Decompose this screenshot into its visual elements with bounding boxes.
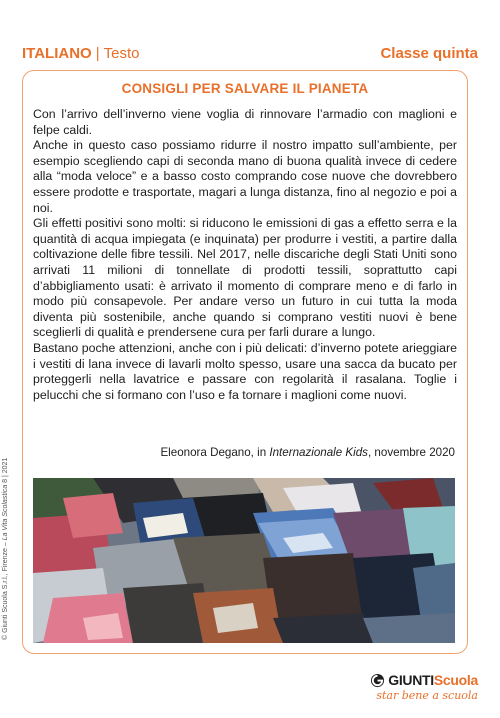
clothes-illustration — [33, 478, 455, 643]
publisher-logo — [338, 672, 478, 702]
article-credit — [160, 446, 455, 459]
brand-name-part2: Scuola — [433, 672, 478, 688]
subject-label — [22, 45, 139, 62]
copyright-suffix: 8 | 2021 — [2, 457, 9, 485]
copyright-prefix: © Giunti Scuola S.r.l., Firenze – — [2, 540, 9, 640]
page-header — [22, 42, 478, 64]
pile-of-clothes-photo — [33, 478, 455, 643]
article-card — [22, 70, 468, 654]
brand-name — [388, 672, 478, 688]
paragraph-4: Bastano poche attenzioni, anche con i più delicati: d’inverno potete arieggiare i vestiti di lana invece di lavarli molto spesso, usare una sacca da bucato per proteggerli nella lavatrice e passare con regolarità il rasalana. Toglie i pelucchi che si formano con l’uso e fa tornare i maglioni come nuovi. — [33, 340, 457, 402]
text-type: Testo — [103, 44, 140, 62]
credit-date: , novembre 2020 — [367, 446, 455, 459]
header-separator: | — [95, 44, 100, 62]
grade-label: Classe quinta — [380, 44, 478, 62]
paragraph-1: Con l’arrivo dell’inverno viene voglia di rinnovare l’armadio con maglioni e felpe caldi. — [33, 107, 457, 137]
paragraph-3: Gli effetti positivi sono molti: si riducono le emissioni di gas a effetto serra e la quantità di acqua impiegata (e inquinata) per produrre i vestiti, a partire dalla coltivazione delle fibre tessili. Nel 2017, nelle discariche degli Stati Uniti sono arrivati 11 milioni di tonnellate di prodotti tessili, soprattutto capi d’abbigliamento usati: è arrivato il momento di comprare meno e di farlo in modo più consapevole. Per andare verso un futuro in cui tutta la moda diventa più sostenibile, anche quando si comprano vestiti nuovi è bene sceglierli di qualità e prendersene cura per farli durare a lungo. — [33, 216, 457, 340]
subject-name: ITALIANO — [22, 44, 92, 62]
credit-author: Eleonora Degano, in — [160, 446, 270, 459]
brand-name-part1: GIUNTI — [388, 672, 434, 688]
credit-source: Internazionale Kids — [269, 446, 368, 459]
giunti-logo-icon — [370, 673, 385, 688]
copyright-source: La Vita Scolastica — [2, 484, 9, 541]
brand-slogan: star bene a scuola — [376, 689, 478, 702]
paragraph-2: Anche in questo caso possiamo ridurre il nostro impatto sull’ambiente, per esempio scegliendo capi di seconda mano di buona qualità invece di cedere alla “moda veloce” e a basso costo comprando cose nuove che dovrebbero essere prodotte e trasportate, magari a lunga distanza, fino al negozio e poi a noi. — [33, 138, 457, 215]
article-body — [33, 107, 457, 403]
copyright-credit — [2, 458, 9, 640]
article-title: CONSIGLI PER SALVARE IL PIANETA — [121, 81, 369, 96]
